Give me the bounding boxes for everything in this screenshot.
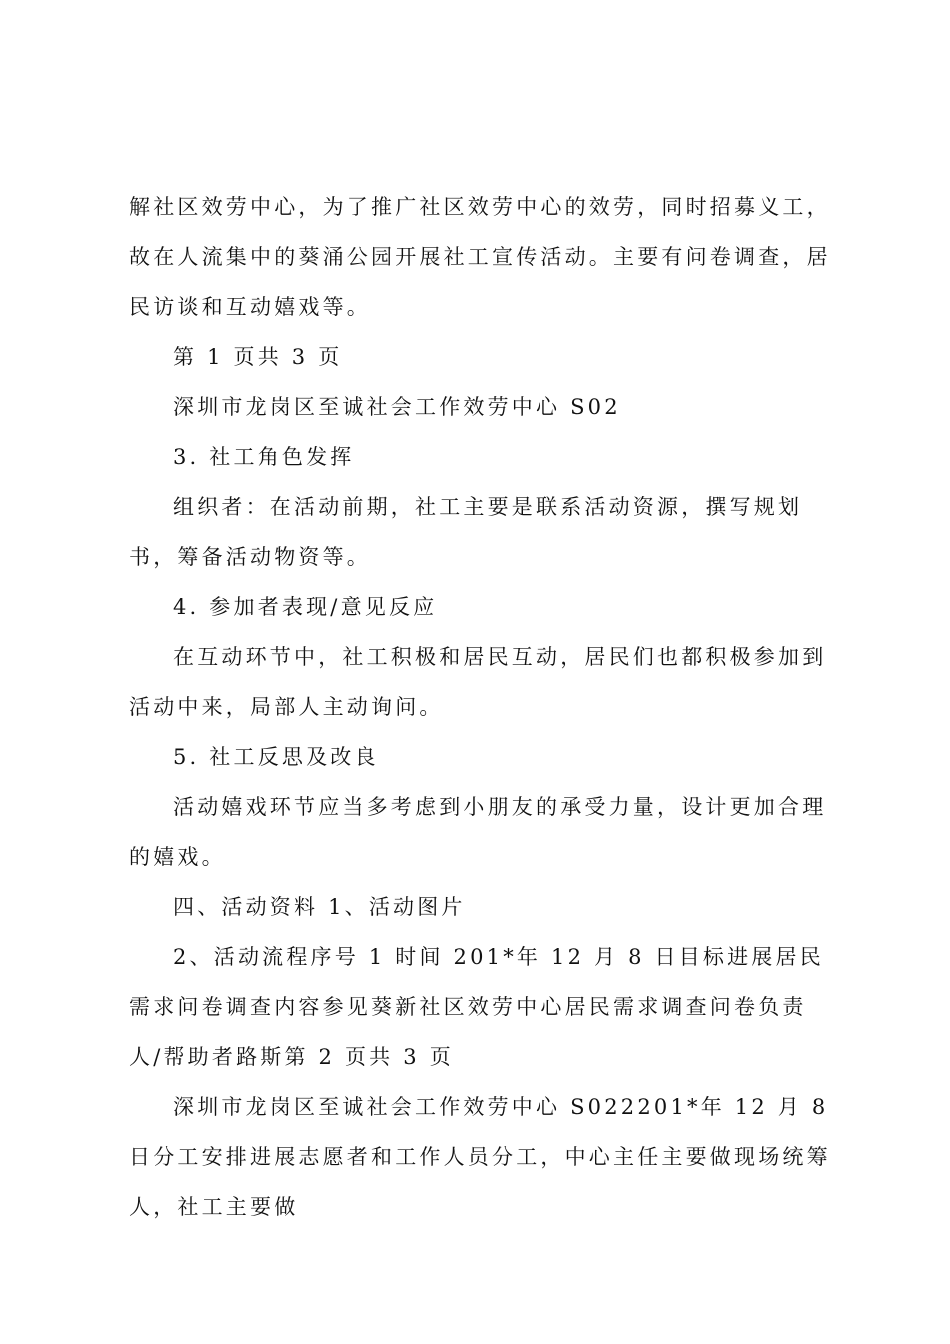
paragraph-process: 2、活动流程序号 1 时间 201*年 12 月 8 日目标进展居民需求问卷调查内容参见葵新社区效劳中心居民需求调查问卷负责人/帮助者路斯第 2 页共 3 页 — [129, 945, 824, 1069]
section-heading-3: 3. 社工角色发挥 — [173, 445, 355, 469]
paragraph-1: 解社区效劳中心，为了推广社区效劳中心的效劳，同时招募义工，故在人流集中的葵涌公园开展社工宣传活动。主要有问卷调查，居民访谈和互动嬉戏等。 — [129, 195, 831, 319]
paragraph-organizer: 组织者：在活动前期，社工主要是联系活动资源，撰写规划书，筹备活动物资等。 — [129, 495, 803, 569]
paragraph-division: 深圳市龙岗区至诚社会工作效劳中心 S022201*年 12 月 8 日分工安排进展志愿者和工作人员分工，中心主任主要做现场统筹人，社工主要做 — [129, 1095, 831, 1219]
section-heading-5: 5. 社工反思及改良 — [173, 745, 379, 769]
section-heading-4: 4. 参加者表现/意见反应 — [173, 595, 438, 619]
section-heading-materials: 四、活动资料 1、活动图片 — [173, 895, 466, 919]
page-header-2: 深圳市龙岗区至诚社会工作效劳中心 S02 — [173, 395, 621, 419]
page-footer-1: 第 1 页共 3 页 — [173, 345, 343, 369]
paragraph-participants: 在互动环节中，社工积极和居民互动，居民们也都积极参加到活动中来，局部人主动询问。 — [129, 645, 827, 719]
document-body — [129, 182, 833, 1232]
paragraph-reflection: 活动嬉戏环节应当多考虑到小朋友的承受力量，设计更加合理的嬉戏。 — [129, 795, 827, 869]
